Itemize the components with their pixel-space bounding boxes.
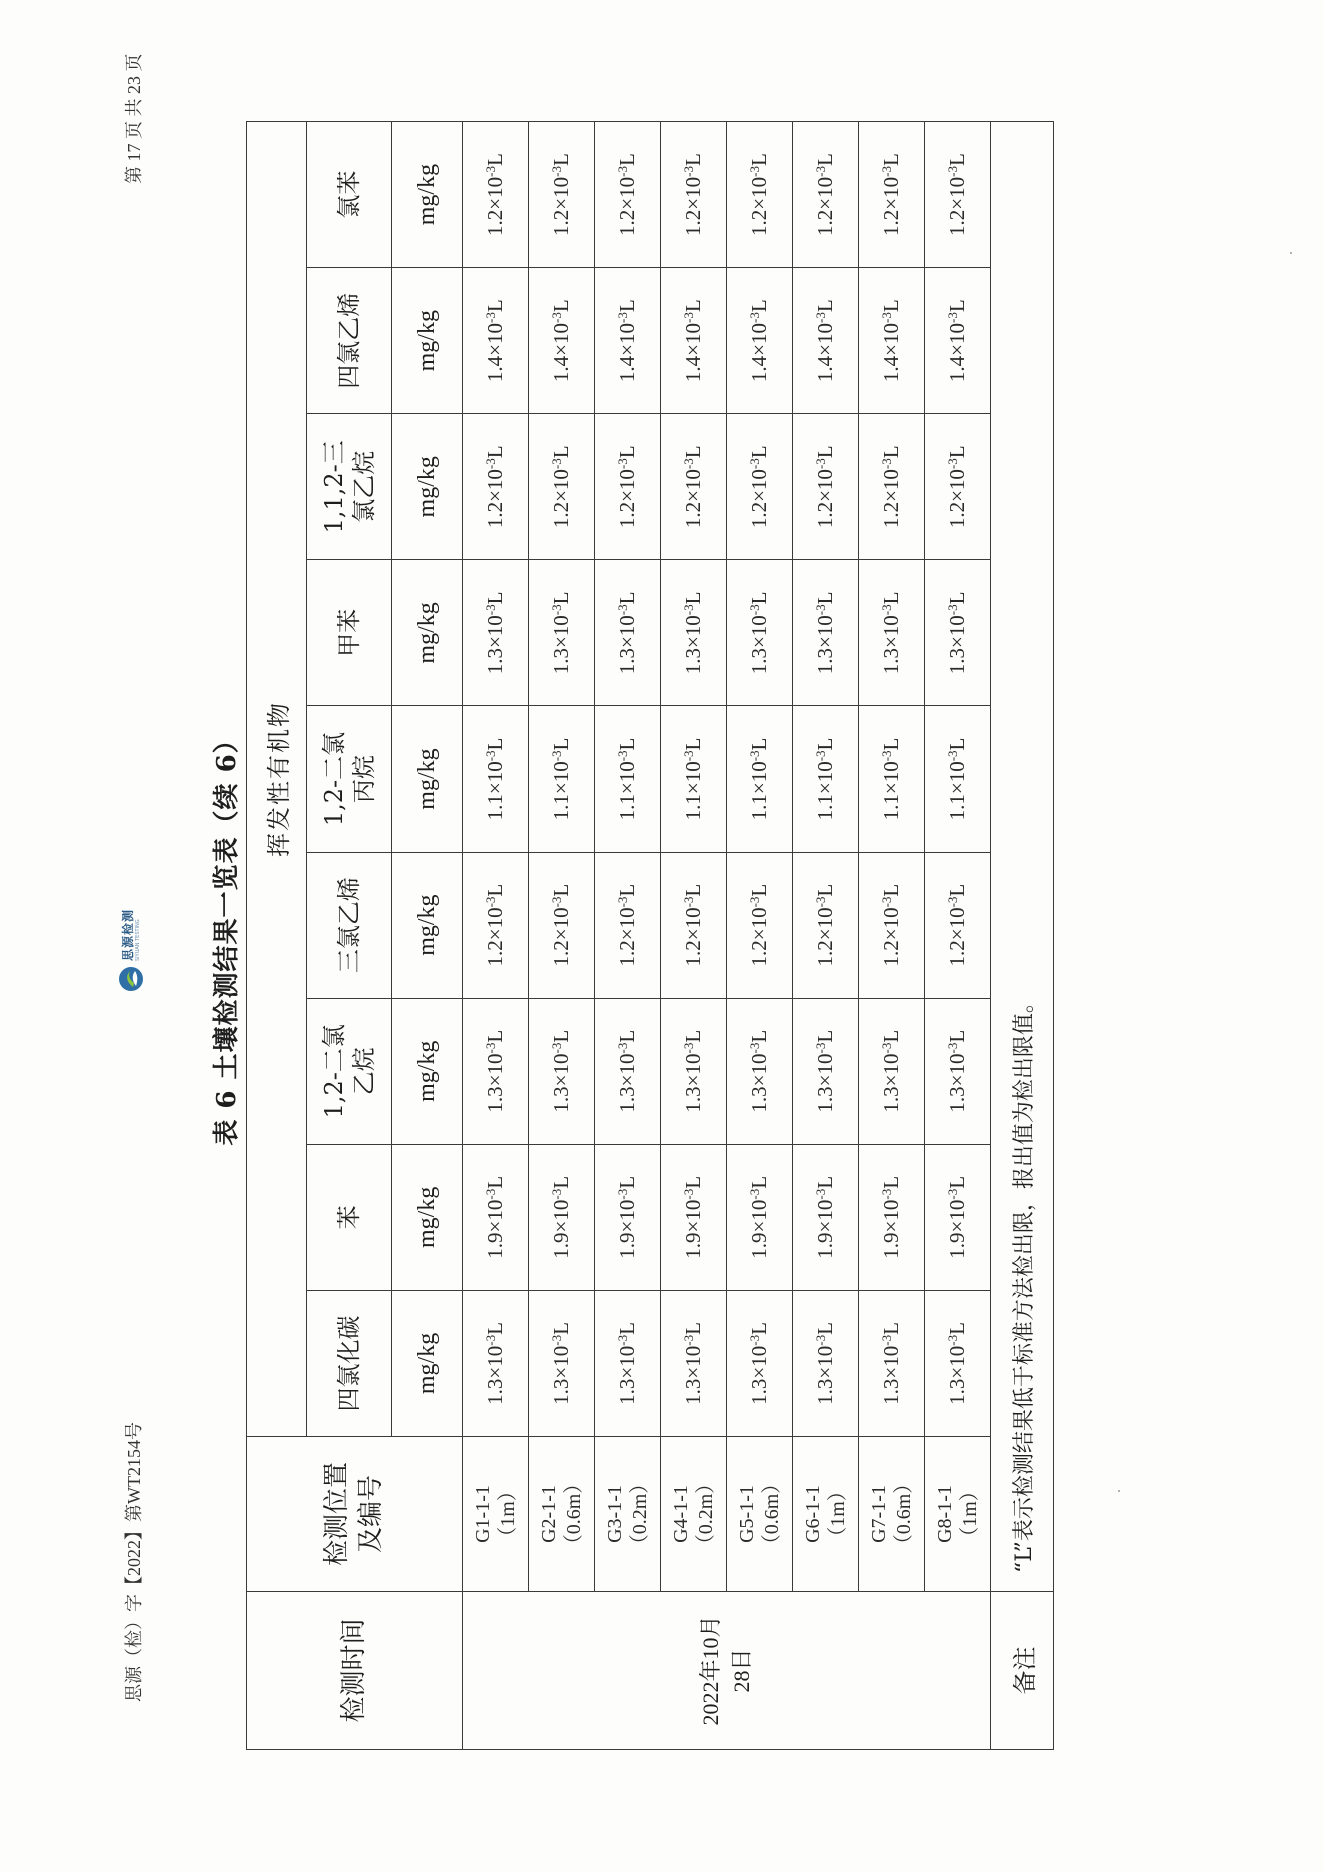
result-cell: $1.2\times 10^{-3}L$	[727, 414, 793, 560]
result-cell: $1.3\times 10^{-3}L$	[529, 560, 595, 706]
header-analyte: 1,1,2-三氯乙烷	[307, 414, 392, 560]
result-cell: $1.3\times 10^{-3}L$	[727, 560, 793, 706]
result-cell: $1.3\times 10^{-3}L$	[727, 1290, 793, 1436]
header-analyte: 氯苯	[307, 122, 392, 268]
table-row	[463, 122, 529, 1750]
result-cell: $1.2\times 10^{-3}L$	[529, 414, 595, 560]
result-cell: $1.3\times 10^{-3}L$	[595, 998, 661, 1144]
result-cell: $1.2\times 10^{-3}L$	[925, 122, 991, 268]
table-row	[727, 122, 793, 1750]
result-cell: $1.1\times 10^{-3}L$	[595, 706, 661, 852]
result-cell: $1.9\times 10^{-3}L$	[463, 1144, 529, 1290]
header-group-voc: 挥发性有机物	[247, 122, 307, 1437]
result-cell: $1.4\times 10^{-3}L$	[595, 268, 661, 414]
result-cell: $1.4\times 10^{-3}L$	[463, 268, 529, 414]
table-row	[529, 122, 595, 1750]
header-unit: mg/kg	[392, 706, 463, 852]
result-cell: $1.3\times 10^{-3}L$	[595, 1290, 661, 1436]
sample-position: G6-1-1 （1m）	[793, 1437, 859, 1592]
result-cell: $1.2\times 10^{-3}L$	[595, 122, 661, 268]
header-analyte: 三氯乙烯	[307, 852, 392, 998]
result-cell: $1.2\times 10^{-3}L$	[793, 414, 859, 560]
result-cell: $1.9\times 10^{-3}L$	[661, 1144, 727, 1290]
result-cell: $1.2\times 10^{-3}L$	[595, 852, 661, 998]
result-cell: $1.9\times 10^{-3}L$	[925, 1144, 991, 1290]
result-cell: $1.2\times 10^{-3}L$	[925, 414, 991, 560]
result-cell: $1.2\times 10^{-3}L$	[463, 122, 529, 268]
result-cell: $1.1\times 10^{-3}L$	[925, 706, 991, 852]
result-cell: $1.1\times 10^{-3}L$	[727, 706, 793, 852]
header-analyte: 四氯化碳	[307, 1290, 392, 1436]
result-cell: $1.3\times 10^{-3}L$	[925, 1290, 991, 1436]
result-cell: $1.1\times 10^{-3}L$	[793, 706, 859, 852]
header-analyte: 苯	[307, 1144, 392, 1290]
result-cell: $1.1\times 10^{-3}L$	[859, 706, 925, 852]
report-number: 思源（检）字【2022】第WT2154号	[124, 1422, 144, 1702]
result-cell: $1.3\times 10^{-3}L$	[529, 1290, 595, 1436]
header-detection-position: 检测位置及编号	[247, 1437, 463, 1592]
result-cell: $1.2\times 10^{-3}L$	[595, 414, 661, 560]
header-detection-time: 检测时间	[247, 1592, 463, 1750]
result-cell: $1.3\times 10^{-3}L$	[925, 998, 991, 1144]
header-unit: mg/kg	[392, 122, 463, 268]
result-cell: $1.1\times 10^{-3}L$	[661, 706, 727, 852]
result-cell: $1.2\times 10^{-3}L$	[661, 414, 727, 560]
result-cell: $1.4\times 10^{-3}L$	[661, 268, 727, 414]
result-cell: $1.3\times 10^{-3}L$	[463, 998, 529, 1144]
result-cell: $1.3\times 10^{-3}L$	[793, 1290, 859, 1436]
header-analyte: 甲苯	[307, 560, 392, 706]
result-cell: $1.4\times 10^{-3}L$	[925, 268, 991, 414]
result-cell: $1.3\times 10^{-3}L$	[925, 560, 991, 706]
detection-date: 2022年10月28日	[463, 1592, 991, 1750]
note-row	[991, 122, 1054, 1750]
header-analyte: 四氯乙烯	[307, 268, 392, 414]
header-analyte: 1,2-二氯乙烷	[307, 998, 392, 1144]
result-cell: $1.3\times 10^{-3}L$	[793, 560, 859, 706]
result-cell: $1.4\times 10^{-3}L$	[859, 268, 925, 414]
result-cell: $1.2\times 10^{-3}L$	[859, 414, 925, 560]
header-unit: mg/kg	[392, 1290, 463, 1436]
result-cell: $1.2\times 10^{-3}L$	[859, 122, 925, 268]
results-table	[246, 121, 1054, 1750]
header-analyte: 1,2-二氯丙烷	[307, 706, 392, 852]
result-cell: $1.2\times 10^{-3}L$	[661, 852, 727, 998]
result-cell: $1.2\times 10^{-3}L$	[463, 414, 529, 560]
result-cell: $1.9\times 10^{-3}L$	[595, 1144, 661, 1290]
sample-position: G1-1-1 （1m）	[463, 1437, 529, 1592]
page-info: 第 17 页 共 23 页	[124, 53, 144, 184]
sample-position: G8-1-1 （1m）	[925, 1437, 991, 1592]
header-unit: mg/kg	[392, 414, 463, 560]
result-cell: $1.9\times 10^{-3}L$	[529, 1144, 595, 1290]
result-cell: $1.2\times 10^{-3}L$	[793, 122, 859, 268]
result-cell: $1.3\times 10^{-3}L$	[463, 1290, 529, 1436]
table-row	[595, 122, 661, 1750]
header-unit: mg/kg	[392, 268, 463, 414]
table-row	[925, 122, 991, 1750]
header-unit: mg/kg	[392, 998, 463, 1144]
result-cell: $1.3\times 10^{-3}L$	[727, 998, 793, 1144]
table-row	[793, 122, 859, 1750]
table-title: 表 6 土壤检测结果一览表（续 6）	[212, 726, 242, 1146]
result-cell: $1.4\times 10^{-3}L$	[529, 268, 595, 414]
result-cell: $1.2\times 10^{-3}L$	[793, 852, 859, 998]
result-cell: $1.3\times 10^{-3}L$	[661, 560, 727, 706]
company-logo	[118, 909, 144, 992]
result-cell: $1.3\times 10^{-3}L$	[595, 560, 661, 706]
result-cell: $1.1\times 10^{-3}L$	[529, 706, 595, 852]
result-cell: $1.1\times 10^{-3}L$	[463, 706, 529, 852]
result-cell: $1.3\times 10^{-3}L$	[661, 998, 727, 1144]
sample-position: G2-1-1 （0.6m）	[529, 1437, 595, 1592]
result-cell: $1.9\times 10^{-3}L$	[727, 1144, 793, 1290]
logo-subtext: SIYUAN TESTING	[134, 919, 141, 961]
sample-position: G3-1-1 （0.2m）	[595, 1437, 661, 1592]
note-text: “L”表示检测结果低于标准方法检出限，报出值为检出限值。	[991, 122, 1054, 1592]
sample-position: G7-1-1 （0.6m）	[859, 1437, 925, 1592]
table-row	[661, 122, 727, 1750]
note-label: 备注	[991, 1592, 1054, 1750]
header-unit: mg/kg	[392, 1144, 463, 1290]
result-cell: $1.2\times 10^{-3}L$	[925, 852, 991, 998]
result-cell: $1.2\times 10^{-3}L$	[463, 852, 529, 998]
result-cell: $1.3\times 10^{-3}L$	[529, 998, 595, 1144]
result-cell: $1.3\times 10^{-3}L$	[793, 998, 859, 1144]
result-cell: $1.3\times 10^{-3}L$	[661, 1290, 727, 1436]
sample-position: G5-1-1 （0.6m）	[727, 1437, 793, 1592]
header-unit: mg/kg	[392, 852, 463, 998]
result-cell: $1.9\times 10^{-3}L$	[793, 1144, 859, 1290]
logo-text: 思源检测	[120, 908, 135, 961]
result-cell: $1.2\times 10^{-3}L$	[727, 852, 793, 998]
result-cell: $1.4\times 10^{-3}L$	[727, 268, 793, 414]
logo-icon	[118, 966, 144, 992]
result-cell: $1.2\times 10^{-3}L$	[661, 122, 727, 268]
result-cell: $1.3\times 10^{-3}L$	[859, 998, 925, 1144]
result-cell: $1.2\times 10^{-3}L$	[859, 852, 925, 998]
result-cell: $1.4\times 10^{-3}L$	[793, 268, 859, 414]
table-row	[859, 122, 925, 1750]
result-cell: $1.9\times 10^{-3}L$	[859, 1144, 925, 1290]
result-cell: $1.2\times 10^{-3}L$	[529, 852, 595, 998]
result-cell: $1.2\times 10^{-3}L$	[529, 122, 595, 268]
result-cell: $1.3\times 10^{-3}L$	[859, 1290, 925, 1436]
sample-position: G4-1-1 （0.2m）	[661, 1437, 727, 1592]
result-cell: $1.2\times 10^{-3}L$	[727, 122, 793, 268]
result-cell: $1.3\times 10^{-3}L$	[859, 560, 925, 706]
result-cell: $1.3\times 10^{-3}L$	[463, 560, 529, 706]
header-unit: mg/kg	[392, 560, 463, 706]
